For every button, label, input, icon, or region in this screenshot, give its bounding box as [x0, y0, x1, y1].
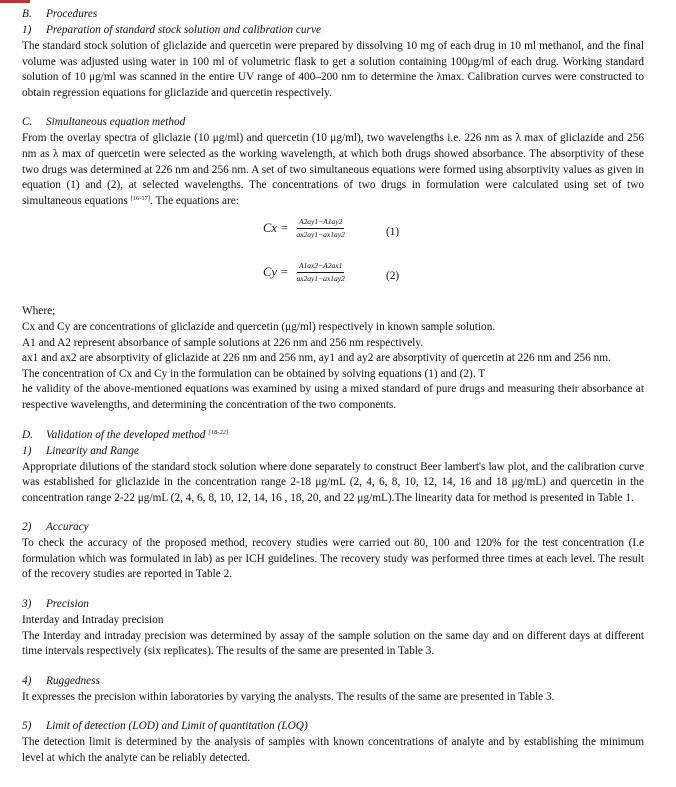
equation-lhs: Cy = [263, 265, 289, 280]
equation-1 [22, 217, 644, 251]
subsection-title: Ruggedness [46, 674, 100, 687]
subsection-heading [22, 444, 644, 460]
paragraph-accuracy: To check the accuracy of the proposed method, recovery studies were carried out 80, 100 and 120% for the test concentration (I.e formulation which was formulated in lab) as per ICH guidelines. The recovery study was performed three times at each level. The result of the recovery studies are reported in Table 2. [22, 537, 644, 581]
equation-fraction [294, 217, 346, 240]
equation-fraction [294, 261, 346, 284]
paragraph-validity: he validity of the above-mentioned equations was examined by using a mixed standard of pure drugs and measuring their absorbance at respective wavelengths, and determining the concentration of the two components. [22, 383, 644, 411]
citation-ref: [16-17] [130, 194, 151, 202]
equation-number: (2) [386, 270, 400, 283]
subsection-heading [22, 23, 644, 39]
section-title: Procedures [46, 8, 98, 20]
paragraph-lod-loq: The detection limit is determined by the analysis of samples with known concentrations of analyte and by establishing the minimum level at which the analyte can be reliably detected. [22, 736, 644, 765]
precision-subtitle: Interday and Intraday precision [22, 614, 164, 627]
paragraph-preparation: The standard stock solution of gliclazide and quercetin were prepared by dissolving 10 mg of each drug in 10 ml methanol, and the final volume was adjusted using water in 100 ml of volumetric flask to get a solution containing 100μg/ml of each drug. Working standard solution of 10 μg/ml was scanned in the entire UV range of 400–200 nm to determine the λmax. Calibration curves were constructed to obtain regression equations for gliclazide and quercetin respectively. [22, 40, 644, 99]
subsection-title: Preparation of standard stock solution and calibration curve [46, 24, 321, 36]
subsection-title: Limit of detection (LOD) and Limit of quantitation (LOQ) [46, 720, 308, 733]
section-heading-d [22, 428, 644, 444]
section-letter: D. [22, 428, 33, 441]
equation-numerator: A2ay1−A1ay2 [297, 217, 344, 229]
section-heading-c [22, 115, 644, 131]
section-letter: C. [22, 116, 33, 129]
subsection-number: 3) [22, 598, 32, 611]
subsection-number: 2) [22, 521, 32, 534]
paragraph-text: From the overlay spectra of gliclazie (10 μg/ml) and quercetin (10 μg/ml), two wavelengths i.e. 226 nm as λ max of gliclazide and 256 nm as λ max of quercetin were selected as the working wavelength, at which both drugs showed absorbance. The absorptivity of these two drugs was determined at 226 nm and 256 nm. A set of two simultaneous equations were formed using absorptivity values as given in equation (1) and (2), at selected wavelengths. The concentrations of two drugs in formulation were calculated using set of two simultaneous equations [22, 132, 644, 207]
subsection-heading [22, 597, 644, 613]
citation-ref: [18-22] [208, 428, 229, 436]
paragraph-text-end: . The equations are: [150, 194, 239, 207]
equation-number: (1) [386, 226, 400, 239]
subsection-number: 1) [22, 444, 32, 457]
paragraph-linearity: Appropriate dilutions of the standard stock solution where done separately to construct Beer lambert's law plot, and the calibration curve was established for gliclazide in the concentration range 2-18 μg/mL (2, 4, 6, 8, 10, 12, 14, 16 and 18 μg/mL) and quercetin in the concentration range 2-22 μg/mL (2, 4, 6, 8, 10, 12, 14, 16 , 18, 20, and 22 μg/mL).The linearity data for method is presented in Table 1. [22, 460, 644, 504]
paragraph-simultaneous [22, 131, 644, 209]
paragraph-precision: The Interday and intraday precision was determined by assay of the sample solution on the same day and on different days at different time intervals respectively (six replicates). The results of the same are presented in Table 3. [22, 629, 644, 658]
section-letter: B. [22, 8, 32, 20]
equation-denominator: ax2ay1−ax1ay2 [296, 274, 345, 284]
definition-line: ax1 and ax2 are absorptivity of gliclazide at 226 nm and 256 nm, ay1 and ay2 are absorptivity of quercetin at 226 nm and 256 nm. [22, 352, 611, 365]
document-page [22, 7, 644, 767]
paragraph-ruggedness: It expresses the precision within laboratories by varying the analysts. The results of the same are presented in Table 3. [22, 690, 555, 703]
equation-denominator: ax2ay1−ax1ay2 [296, 230, 345, 240]
definition-line: The concentration of Cx and Cy in the formulation can be obtained by solving equations (1) and (2). T [22, 367, 486, 380]
definition-line: Cx and Cy are concentrations of gliclazide and quercetin (μg/ml) respectively in known sample solution. [22, 320, 496, 333]
subsection-number: 1) [22, 24, 32, 36]
corner-mark [0, 0, 30, 3]
subsection-number: 5) [22, 720, 32, 733]
section-title: Simultaneous equation method [46, 116, 186, 129]
where-label: Where; [22, 305, 56, 318]
equation-2 [22, 261, 644, 295]
subsection-title: Precision [46, 598, 89, 611]
subsection-title: Linearity and Range [46, 444, 139, 457]
section-title-text: Validation of the developed method [46, 428, 206, 441]
subsection-heading [22, 719, 644, 735]
equation-numerator: A1ax2−A2ax1 [297, 261, 344, 273]
equation-lhs: Cx = [263, 221, 289, 236]
section-title [46, 428, 228, 444]
subsection-title: Accuracy [46, 521, 89, 534]
subsection-number: 4) [22, 674, 32, 687]
definition-line: A1 and A2 represent absorbance of sample solutions at 226 nm and 256 nm respectively. [22, 336, 424, 349]
section-heading-b [22, 7, 644, 23]
subsection-heading [22, 674, 644, 690]
subsection-heading [22, 520, 644, 536]
